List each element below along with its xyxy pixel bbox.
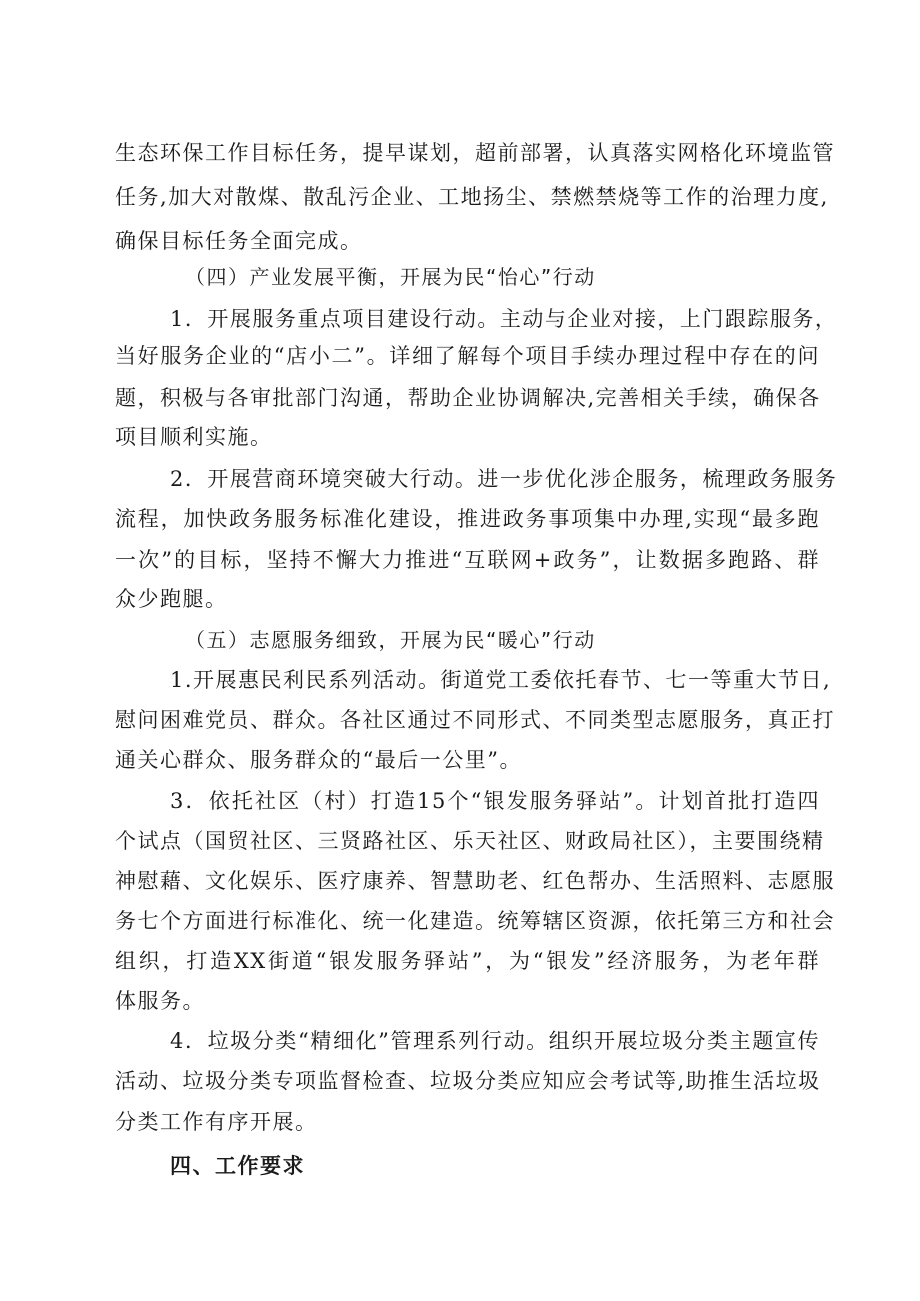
paragraph-line: 3．依托社区（村）打造15个“银发服务驿站”。计划首批打造四	[170, 789, 820, 813]
paragraph-line: 1．开展服务重点项目建设行动。主动与企业对接，上门跟踪服务，	[170, 307, 838, 331]
paragraph-line: 确保目标任务全面完成。	[115, 229, 363, 253]
paragraph-line: 个试点（国贸社区、三贤路社区、乐天社区、财政局社区），主要围绕精	[115, 829, 825, 853]
paragraph-line: 项目顺利实施。	[115, 425, 273, 449]
paragraph-line: 务七个方面进行标准化、统一化建造。统筹辖区资源，依托第三方和社会	[115, 909, 835, 933]
paragraph-line: 流程，加快政务服务标准化建设，推进政务事项集中办理,实现“最多跑	[115, 507, 820, 531]
paragraph-line: 众少跑腿。	[115, 587, 228, 611]
section-heading-main: 四、工作要求	[170, 1154, 305, 1178]
paragraph-line: 神慰藉、文化娱乐、医疗康养、智慧助老、红色帮办、生活照料、志愿服	[115, 869, 835, 893]
paragraph-line: 分类工作有序开展。	[115, 1110, 318, 1134]
paragraph-line: 通关心群众、服务群众的“最后一公里”。	[115, 748, 522, 772]
section-heading-4: （四）产业发展平衡，开展为民“怡心”行动	[185, 265, 596, 289]
section-heading-5: （五）志愿服务细致，开展为民“暖心”行动	[185, 628, 596, 652]
paragraph-line: 一次”的目标，坚持不懈大力推进“互联网+政务”，让数据多跑路、群	[115, 548, 820, 572]
paragraph-line: 4．垃圾分类“精细化”管理系列行动。组织开展垃圾分类主题宣传	[170, 1029, 820, 1053]
paragraph-line: 当好服务企业的“店小二”。详细了解每个项目手续办理过程中存在的问	[115, 344, 820, 368]
paragraph-line: 1.开展惠民利民系列活动。街道党工委依托春节、七一等重大节日,	[170, 668, 832, 692]
paragraph-line: 体服务。	[115, 989, 205, 1013]
paragraph-line: 组织，打造XX街道“银发服务驿站”，为“银发”经济服务，为老年群	[115, 949, 820, 973]
paragraph-line: 题，积极与各审批部门沟通，帮助企业协调解决,完善相关手续，确保各	[115, 386, 821, 410]
paragraph-line: 慰问困难党员、群众。各社区通过不同形式、不同类型志愿服务，真正打	[115, 708, 835, 732]
paragraph-line: 2．开展营商环境突破大行动。进一步优化涉企服务，梳理政务服务	[170, 467, 838, 491]
paragraph-line: 生态环保工作目标任务，提早谋划，超前部署，认真落实网格化环境监管	[115, 141, 835, 165]
paragraph-line: 任务,加大对散煤、散乱污企业、工地扬尘、禁燃禁烧等工作的治理力度,	[115, 185, 829, 209]
paragraph-line: 活动、垃圾分类专项监督检查、垃圾分类应知应会考试等,助推生活垃圾	[115, 1069, 821, 1093]
